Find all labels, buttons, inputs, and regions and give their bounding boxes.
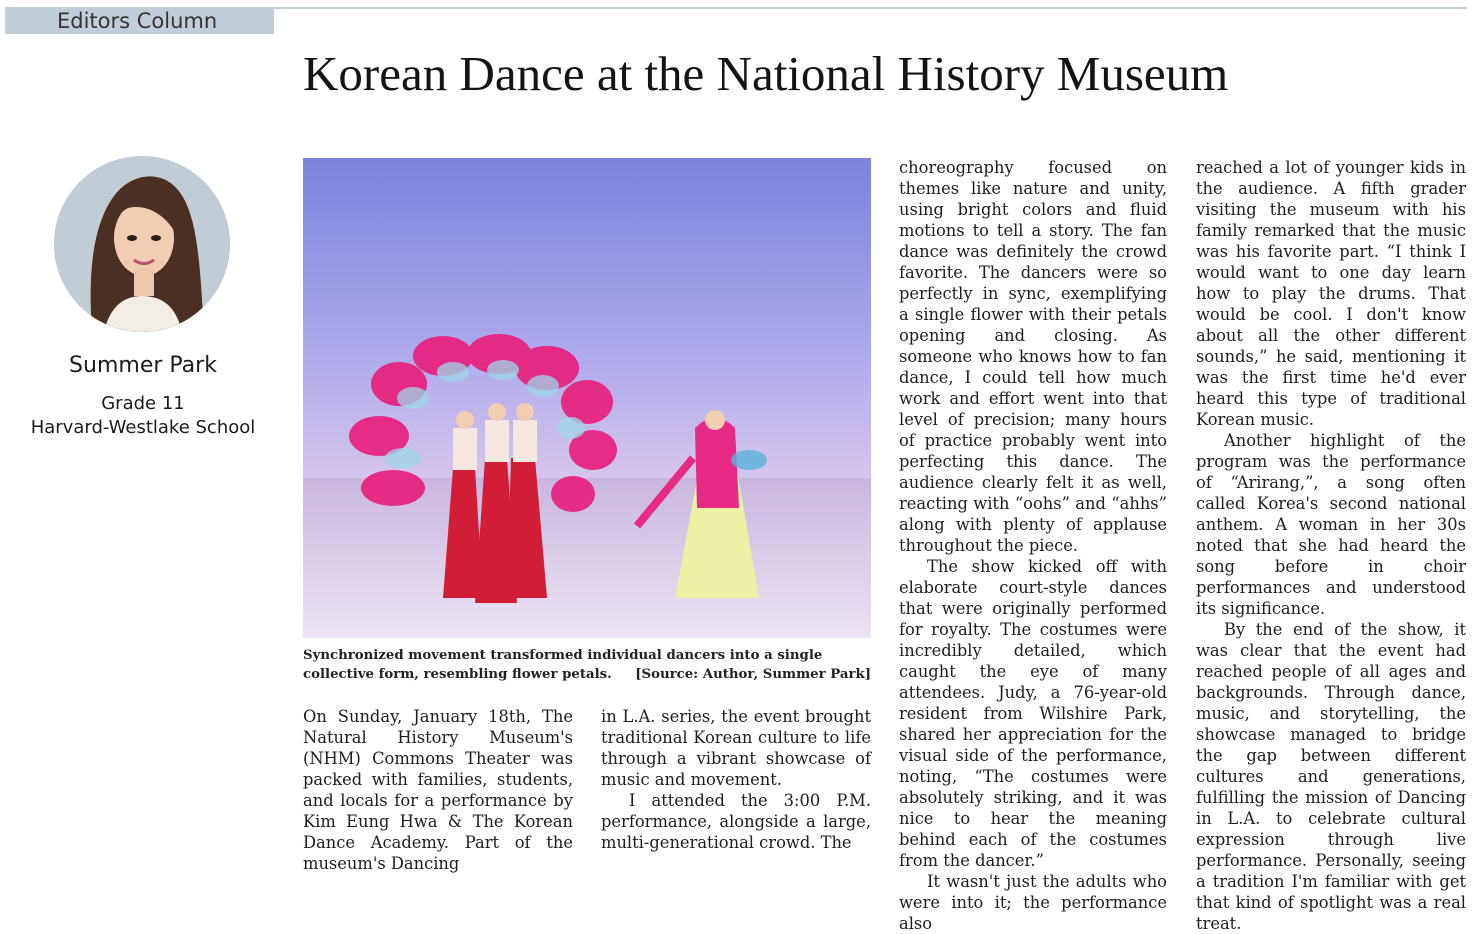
author-grade: Grade 11: [101, 393, 185, 414]
paragraph: choreography focused on themes like nature and unity, using bright colors and fluid motions to tell a story. The fan dance was definitely the crowd favorite. The dancers were so perfectly in sync, exemplifying a single flower with their petals opening and closing. As someone who knows how to fan dance, I could tell how much work and effort went into that level of precision; many hours of practice probably went into perfecting this dance. The audience clearly felt it as well, reacting with “oohs” and “ahhs” along with plenty of applause throughout the piece.: [899, 158, 1167, 555]
dance-photo: [303, 158, 871, 638]
paragraph: The show kicked off with elaborate court-style dances that were originally performed for royalty. The costumes were incredibly detailed, which caught the eye of many attendees. Judy, a 76-year-old resident from Wilshire Park, shared her appreciation for the visual side of the performance, noting, “The costumes were absolutely striking, and it was nice to hear the meaning behind each of the costumes from the dancer.”: [899, 557, 1167, 870]
author-avatar: [54, 156, 230, 332]
paragraph: On Sunday, January 18th, The Natural History Museum's (NHM) Commons Theater was packed with families, students, and locals for a performance by Kim Eung Hwa & The Korean Dance Academy. Part of the museum's Dancing: [303, 707, 573, 873]
section-label: Editors Column: [57, 9, 218, 33]
caption-source: [Source: Author, Summer Park]: [635, 667, 871, 682]
paragraph: reached a lot of younger kids in the audience. A fifth grader visiting the museum with his family remarked that the music was his favorite part. “I think I would want to one day learn how to play the drums. That would be cool. I don't know about all the other different sounds,” he said, mentioning it was the first time he'd ever heard this type of traditional Korean music.: [1196, 158, 1466, 429]
author-name: Summer Park: [69, 353, 217, 378]
article-column-2: [601, 706, 871, 853]
photo-caption: [303, 646, 871, 684]
article-headline: Korean Dance at the National History Museum: [303, 46, 1229, 101]
top-rule: [274, 7, 1467, 9]
paragraph: Another highlight of the program was the performance of “Arirang,”, a song often called Korea's second national anthem. A woman in her 30s noted that she had heard the song before in choir performances and understood its significance.: [1196, 431, 1466, 618]
paragraph: It wasn't just the adults who were into it; the performance also: [899, 872, 1167, 933]
article-column-3: [899, 157, 1167, 934]
article-column-1: [303, 706, 573, 874]
article-column-4: [1196, 157, 1466, 934]
author-school: Harvard-Westlake School: [30, 417, 256, 438]
section-tab: [5, 7, 274, 34]
paragraph: By the end of the show, it was clear that the event had reached people of all ages and backgrounds. Through dance, music, and storytelling, the showcase managed to bridge the gap between different cultures and generations, fulfilling the mission of Dancing in L.A. to celebrate cultural expression through live performance. Personally, seeing a tradition I'm familiar with get that kind of spotlight was a real treat.: [1196, 620, 1466, 933]
caption-text: Synchronized movement transformed individual dancers into a single collective form, resembling flower petals.: [303, 648, 823, 682]
paragraph: I attended the 3:00 P.M. performance, alongside a large, multi-generational crowd. The: [601, 791, 871, 852]
paragraph: in L.A. series, the event brought traditional Korean culture to life through a vibrant showcase of music and movement.: [601, 707, 871, 789]
